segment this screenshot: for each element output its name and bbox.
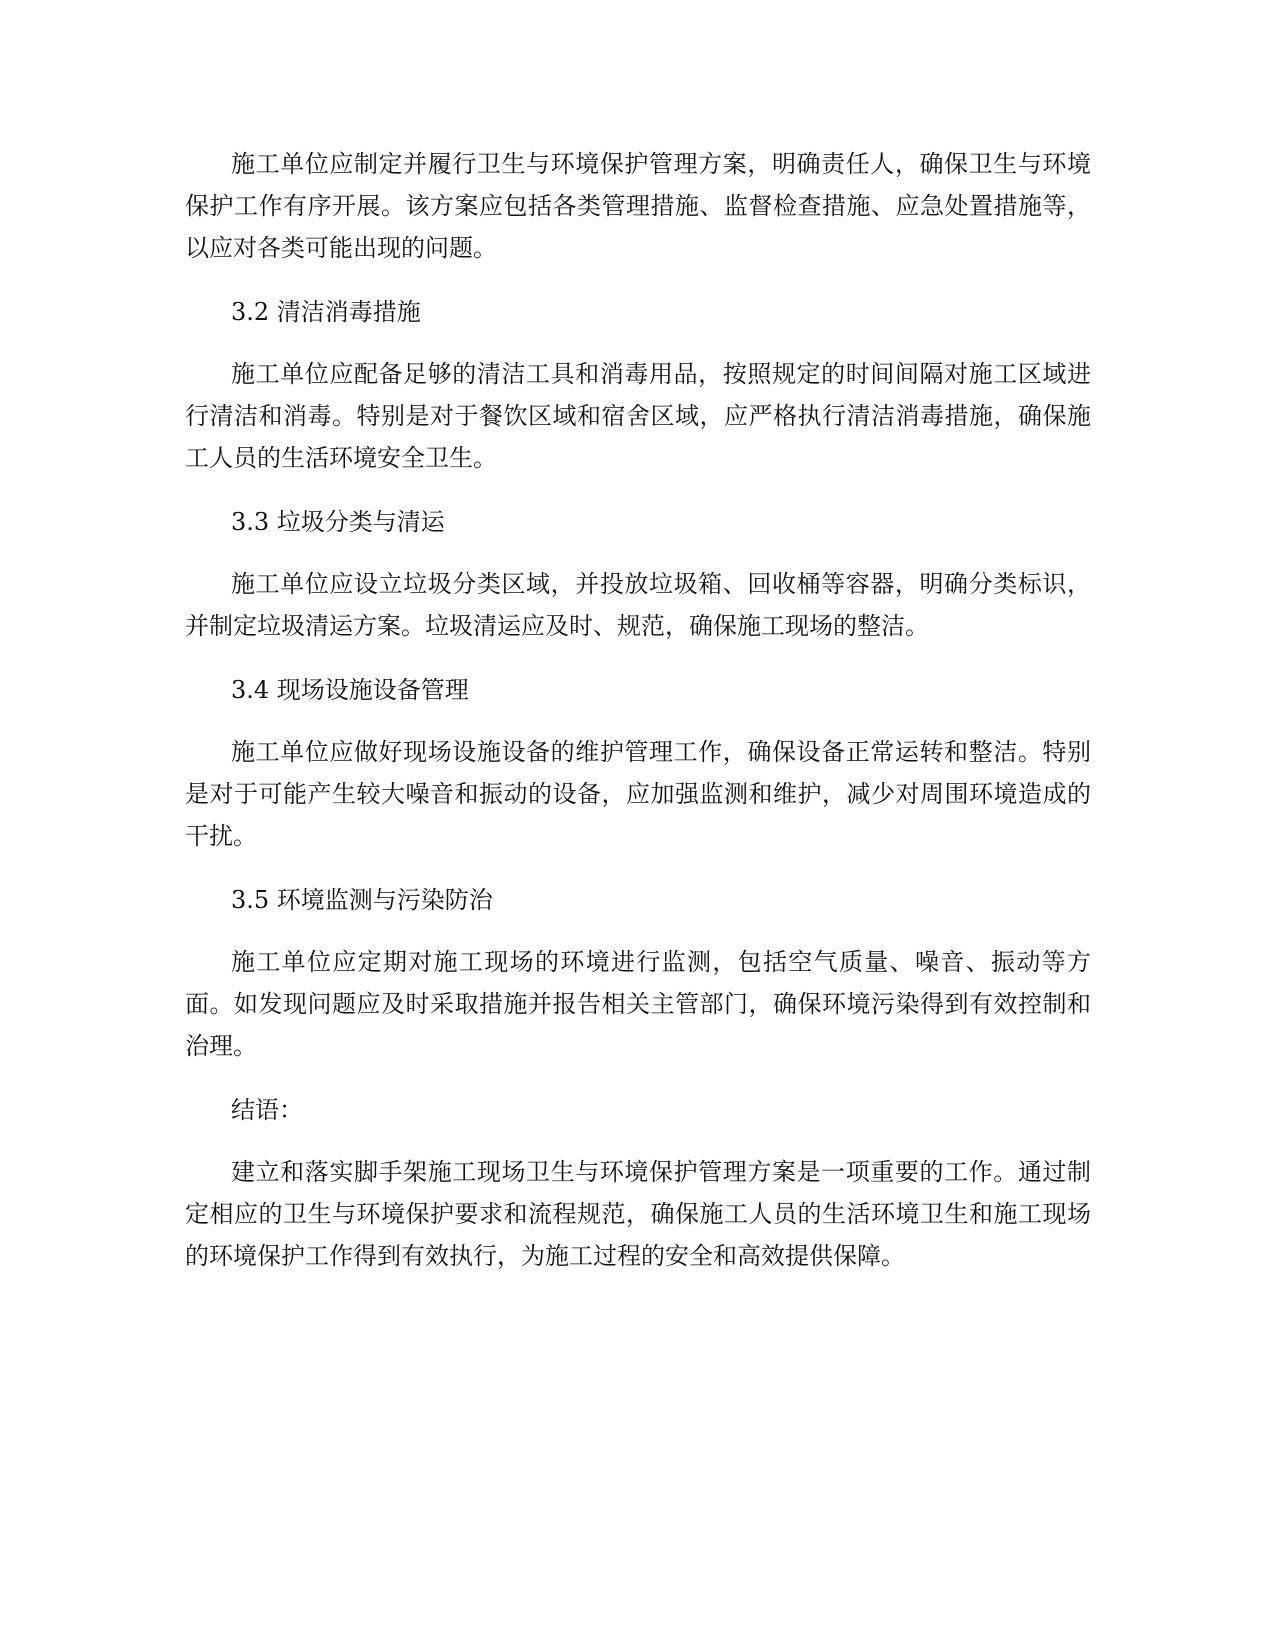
conclusion-heading: 结语： [231,1096,303,1124]
paragraph-management-plan: 施工单位应制定并履行卫生与环境保护管理方案，明确责任人，确保卫生与环境保护工作有序开展。该方案应包括各类管理措施、监督检查措施、应急处置措施等，以应对各类可能出现的问题。 [185,150,1091,262]
paragraph-equipment-management: 施工单位应做好现场设施设备的维护管理工作，确保设备正常运转和整洁。特别是对于可能产生较大噪音和振动的设备，应加强监测和维护，减少对周围环境造成的干扰。 [185,738,1091,850]
document-body [185,143,1091,1299]
section-heading-3-2: 3.2 清洁消毒措施 [231,298,421,326]
paragraph-environment-monitoring: 施工单位应定期对施工现场的环境进行监测，包括空气质量、噪音、振动等方面。如发现问题应及时采取措施并报告相关主管部门，确保环境污染得到有效控制和治理。 [185,948,1091,1060]
section-heading-3-3: 3.3 垃圾分类与清运 [231,508,445,536]
paragraph-waste-sorting: 施工单位应设立垃圾分类区域，并投放垃圾箱、回收桶等容器，明确分类标识，并制定垃圾清运方案。垃圾清运应及时、规范，确保施工现场的整洁。 [185,570,1091,640]
paragraph-cleaning-disinfection: 施工单位应配备足够的清洁工具和消毒用品，按照规定的时间间隔对施工区域进行清洁和消毒。特别是对于餐饮区域和宿舍区域，应严格执行清洁消毒措施，确保施工人员的生活环境安全卫生。 [185,360,1091,472]
section-heading-3-4: 3.4 现场设施设备管理 [231,676,469,704]
paragraph-conclusion: 建立和落实脚手架施工现场卫生与环境保护管理方案是一项重要的工作。通过制定相应的卫生与环境保护要求和流程规范，确保施工人员的生活环境卫生和施工现场的环境保护工作得到有效执行，为施工过程的安全和高效提供保障。 [185,1158,1091,1270]
section-heading-3-5: 3.5 环境监测与污染防治 [231,886,493,914]
